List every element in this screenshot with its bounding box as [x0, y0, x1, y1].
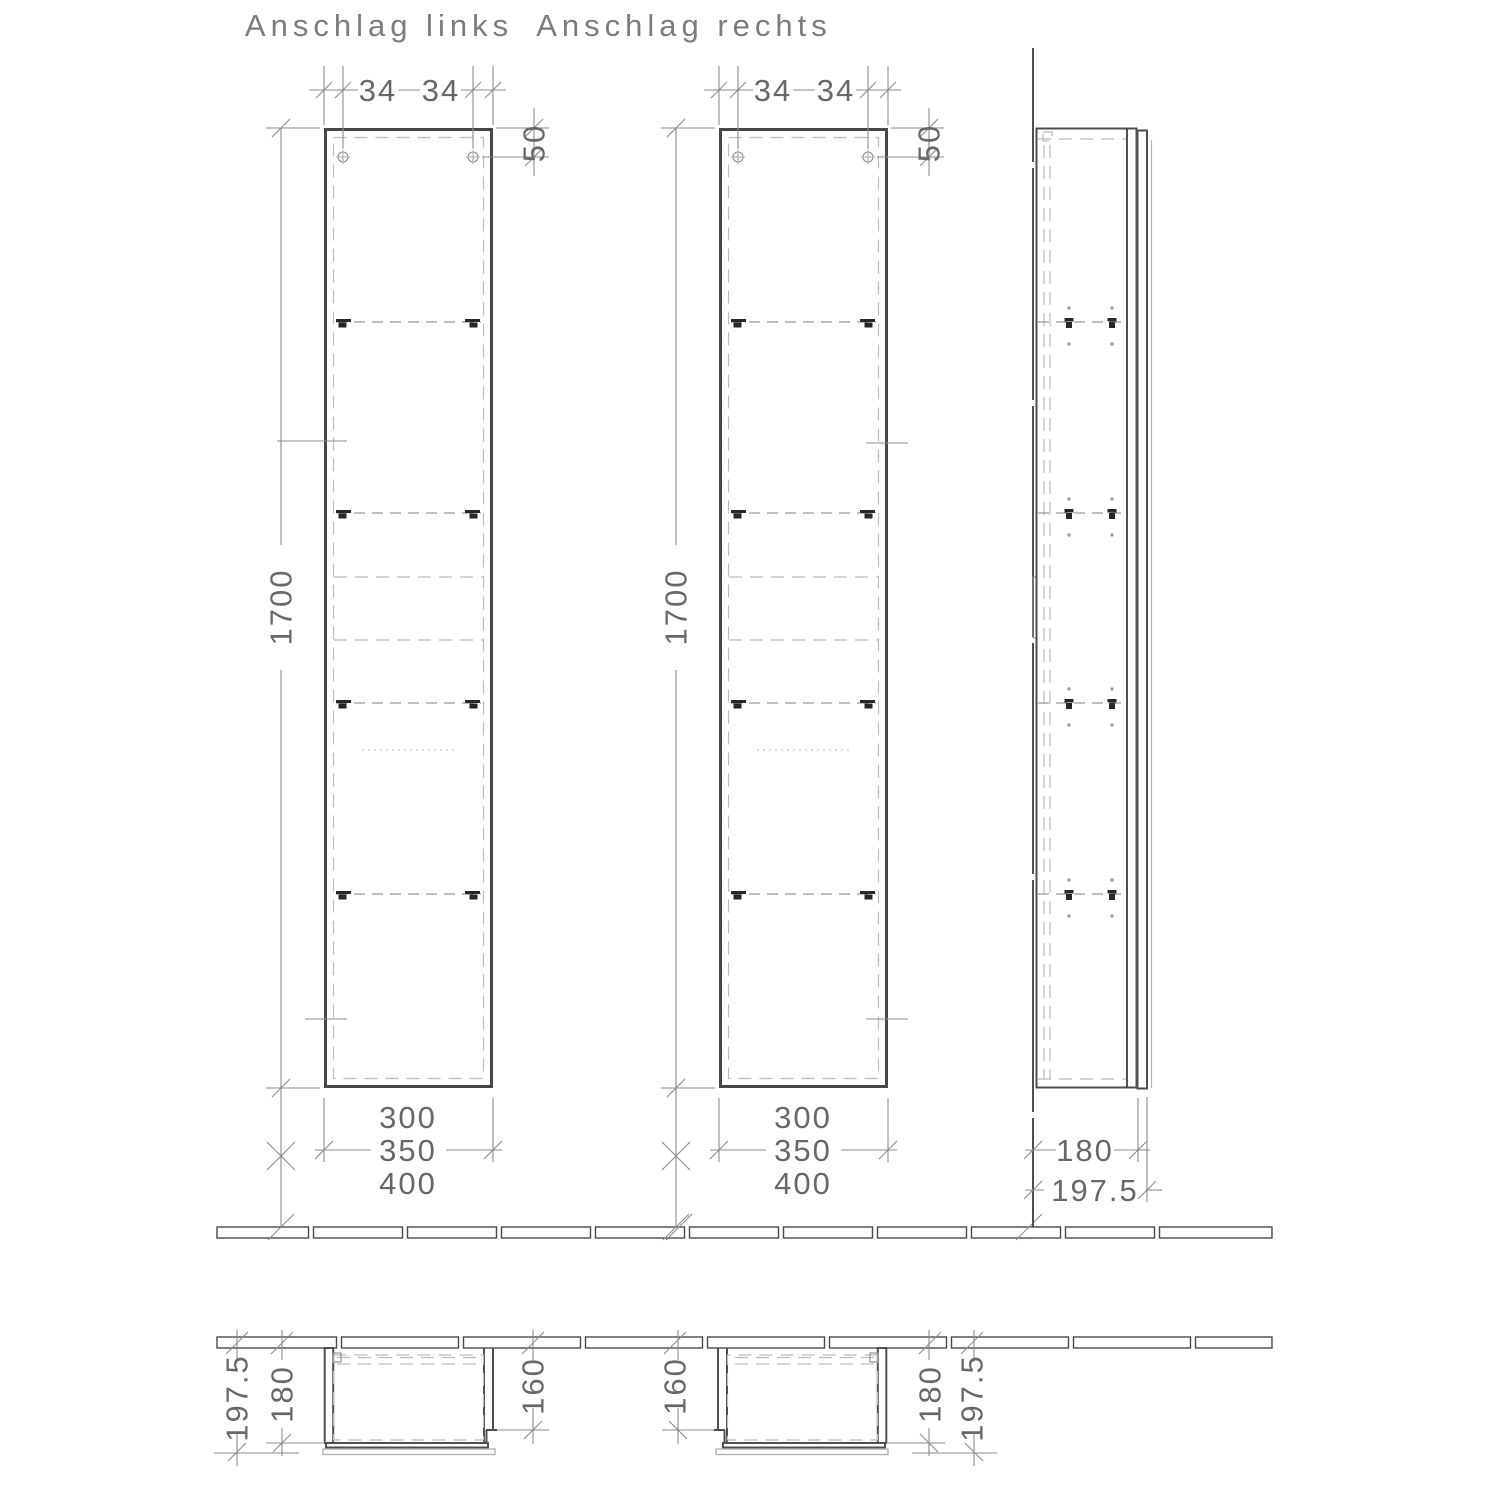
- dim-width-300-right: 300: [774, 1100, 832, 1135]
- dim-plan-left-clear: 160: [515, 1357, 551, 1415]
- plank-segment: [586, 1337, 703, 1348]
- plank-segment: [217, 1227, 309, 1238]
- dim-hole-top-left: 50: [516, 123, 552, 163]
- side-view: [1024, 48, 1162, 1227]
- plank-segment: [1074, 1337, 1191, 1348]
- dim-plan-left-total: 197.5: [219, 1354, 255, 1442]
- dim-plan-right-body: 180: [912, 1365, 948, 1423]
- dim-width-350-left: 350: [379, 1133, 437, 1168]
- dim-depth-body-side: 180: [1056, 1133, 1114, 1168]
- title-hinge-left: Anschlag links: [244, 8, 514, 43]
- dim-hole-offset-a-left: 34: [358, 73, 398, 108]
- dim-width-300-left: 300: [379, 1100, 437, 1135]
- plank-segment: [972, 1227, 1061, 1238]
- dim-plan-left-body: 180: [264, 1365, 300, 1423]
- plank-segment: [784, 1227, 873, 1238]
- plank-segment: [342, 1337, 459, 1348]
- dim-height-left: 1700: [263, 568, 299, 646]
- plank-segment: [878, 1227, 967, 1238]
- dim-plan-right-total: 197.5: [954, 1354, 990, 1442]
- dim-hole-offset-b-right: 34: [816, 73, 856, 108]
- plank-segment: [217, 1337, 337, 1348]
- plank-segment: [1196, 1337, 1273, 1348]
- title-hinge-right: Anschlag rechts: [536, 8, 832, 43]
- dim-hole-top-right: 50: [911, 123, 947, 163]
- dim-width-400-left: 400: [379, 1166, 437, 1201]
- dim-width-400-right: 400: [774, 1166, 832, 1201]
- dim-plan-right-clear: 160: [657, 1357, 693, 1415]
- floor-line-elevation: [217, 1227, 1272, 1238]
- front-view-hinge-left: [263, 66, 549, 1240]
- front-view-hinge-right: [658, 66, 944, 1240]
- plank-segment: [314, 1227, 403, 1238]
- plank-segment: [1066, 1227, 1155, 1238]
- dim-depth-total-side: 197.5: [1051, 1173, 1139, 1208]
- dim-height-right: 1700: [658, 568, 694, 646]
- wall-line-plan: [217, 1337, 1272, 1348]
- plank-segment: [502, 1227, 591, 1238]
- plank-segment: [408, 1227, 497, 1238]
- plank-segment: [690, 1227, 779, 1238]
- plank-segment: [708, 1337, 825, 1348]
- plank-segment: [464, 1337, 581, 1348]
- dim-hole-offset-b-left: 34: [421, 73, 461, 108]
- dim-hole-offset-a-right: 34: [753, 73, 793, 108]
- dim-width-350-right: 350: [774, 1133, 832, 1168]
- plank-segment: [1160, 1227, 1273, 1238]
